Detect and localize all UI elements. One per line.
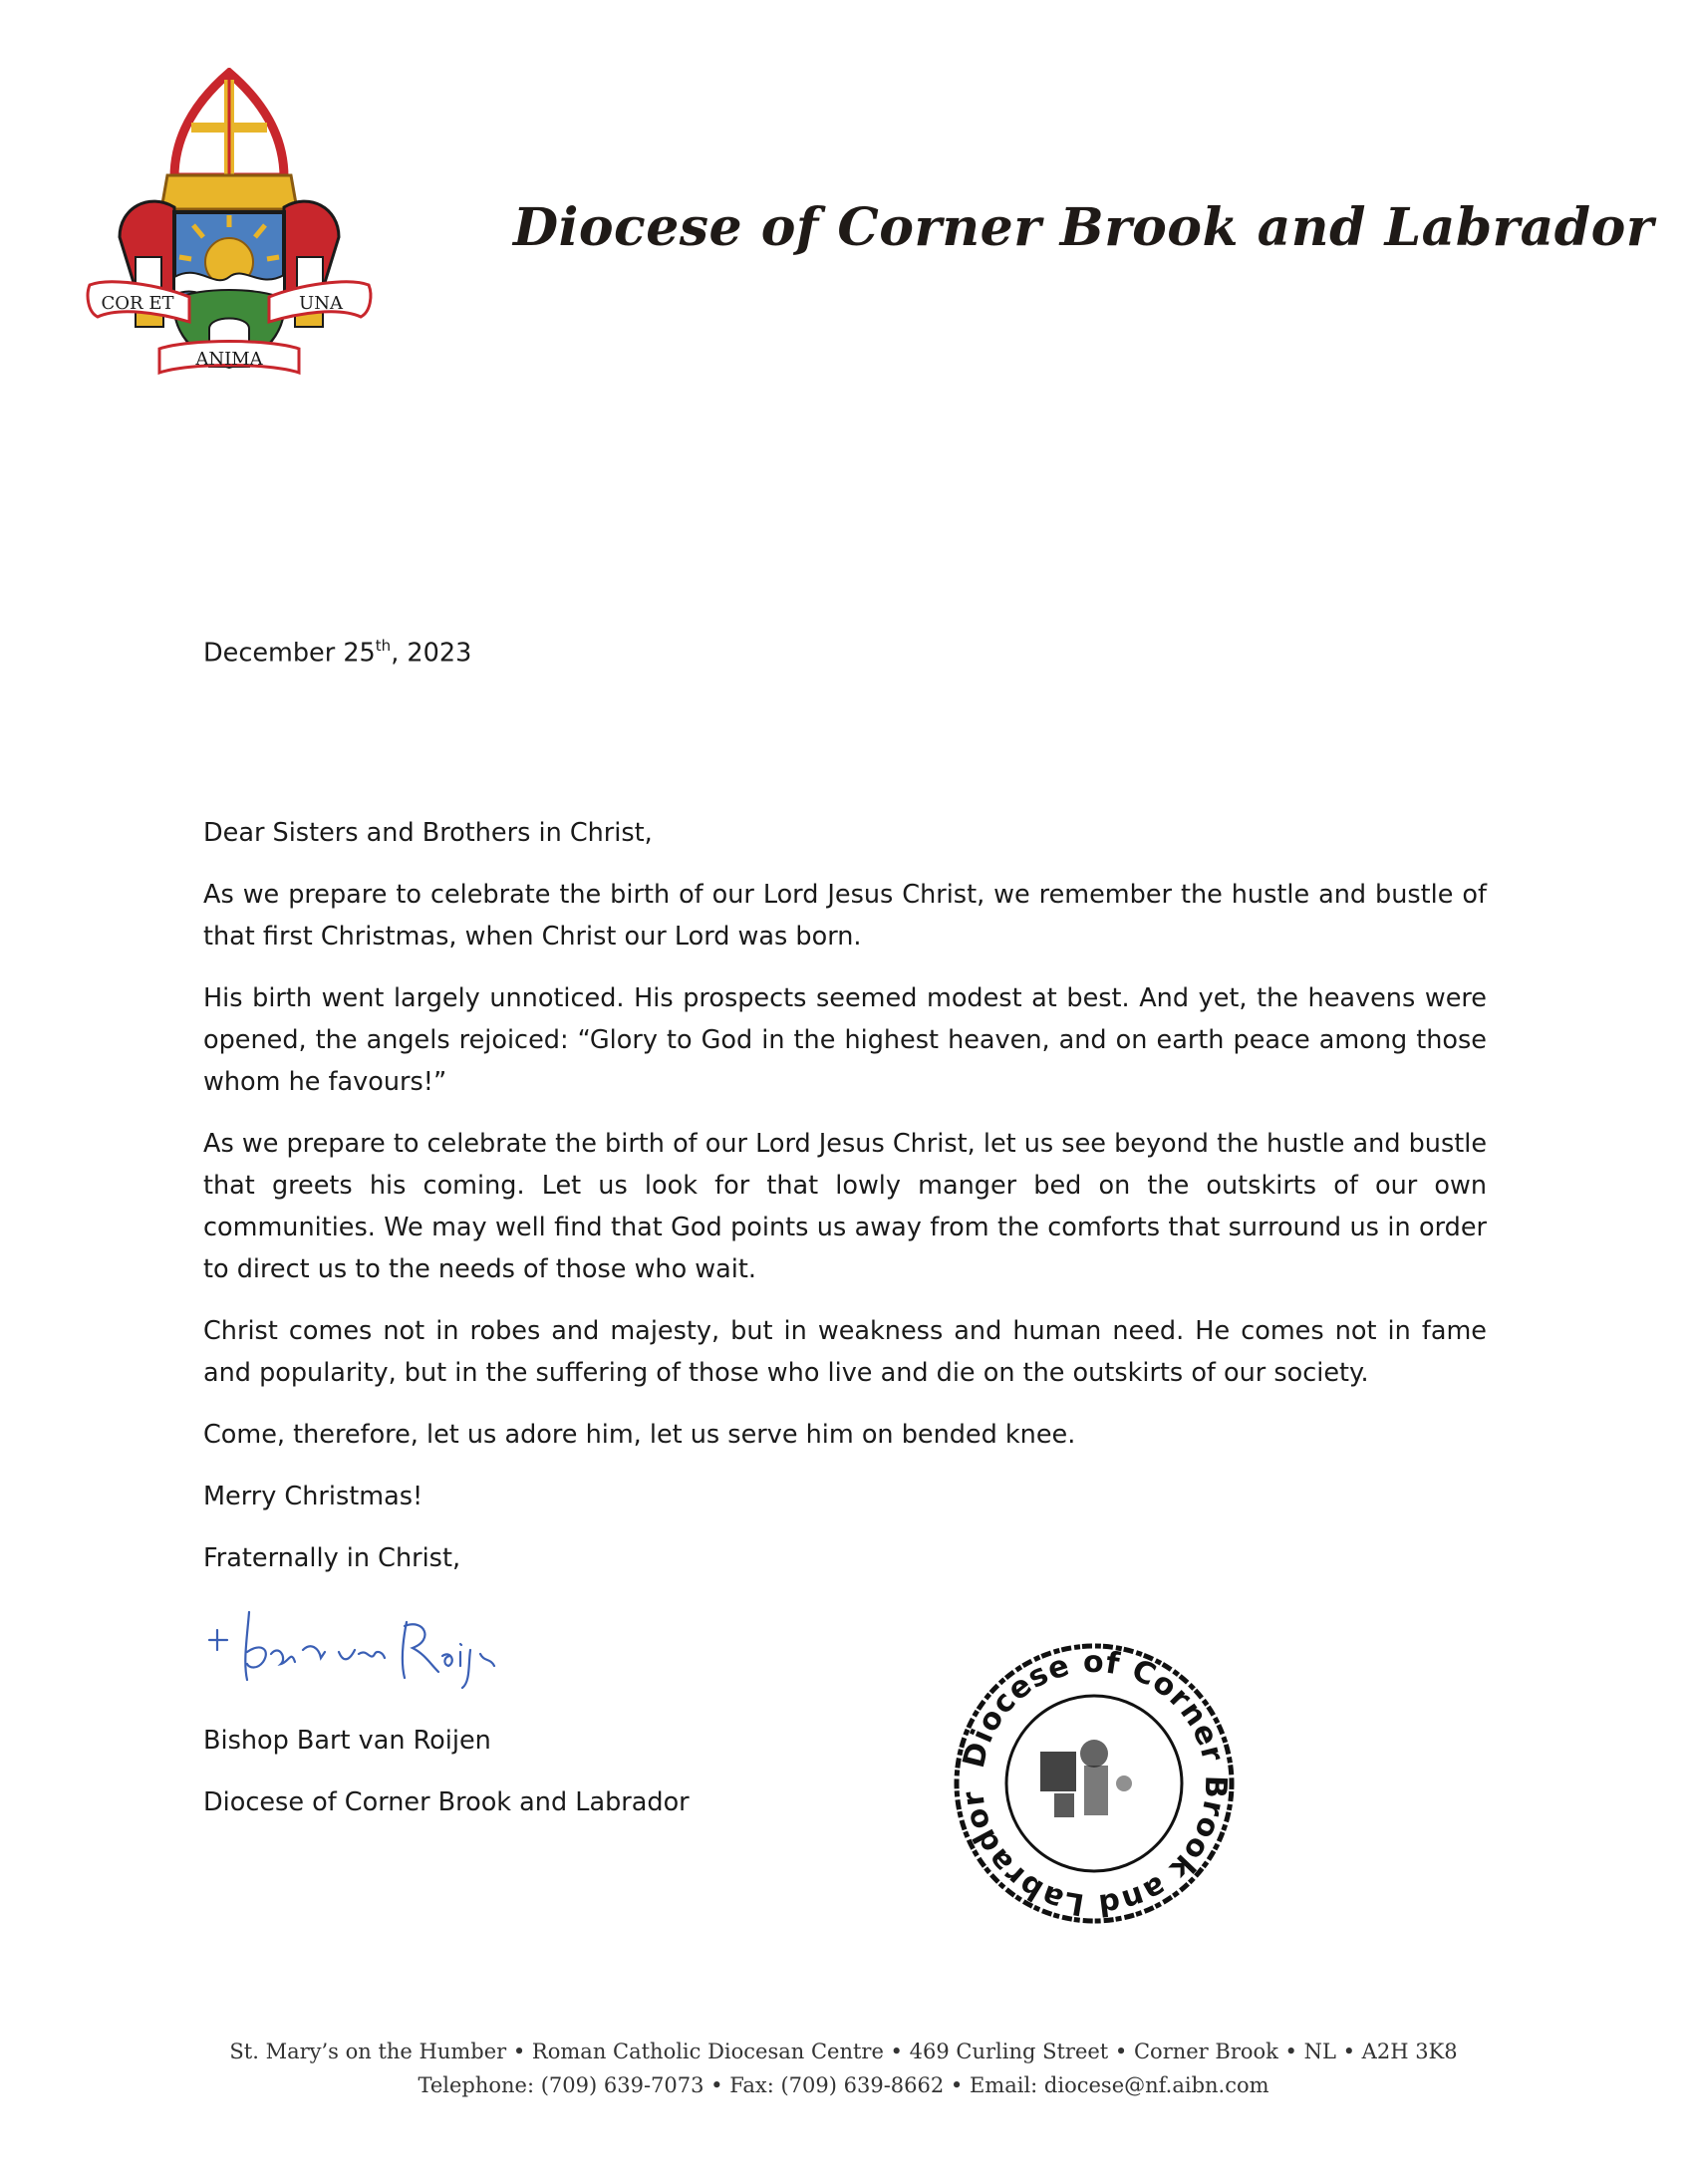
paragraph-4: Christ comes not in robes and majesty, but in weakness and human need. He comes not in fame and popularity, but in the suffering of those who live and die on the outskirts of our society. [203,1316,1487,1388]
paragraph-3: As we prepare to celebrate the birth of our Lord Jesus Christ, let us see beyond the hustle and bustle that greets his coming. Let us look for that lowly manger bed on the outskirts of our own communities. We may well find that God points us away from the comforts that surround us in order to direct us to the needs of those who wait. [203,1129,1488,1284]
signatory-name: Bishop Bart van Roijen [203,1726,491,1756]
date-month-day: December 25 [203,638,376,669]
footer-address: St. Mary’s on the Humber • Roman Catholic Diocesan Centre • 469 Curling Street • Corner Brook • NL • A2H 3K8 [229,2040,1458,2063]
valediction: Fraternally in Christ, [203,1543,461,1573]
motto-right-text: UNA [299,293,343,314]
paragraph-1: As we prepare to celebrate the birth of our Lord Jesus Christ, we remember the hustle and bustle of that first Christmas, when Christ our Lord was born. [203,880,1487,952]
paragraph-2: His birth went largely unnoticed. His prospects seemed modest at best. And yet, the heavens were opened, the angels rejoiced: “Glory to God in the highest heaven, and on earth peace among those whom he favours!” [203,983,1487,1097]
signatory-organization: Diocese of Corner Brook and Labrador [203,1787,690,1817]
date-ordinal: th [375,637,392,655]
motto-bottom-text: ANIMA [195,349,263,370]
date-year: , 2023 [391,638,472,669]
letter-date [203,626,471,675]
motto-left-text: COR ET [101,293,174,314]
paragraph-5: Come, therefore, let us adore him, let us serve him on bended knee. [203,1420,1076,1450]
salutation: Dear Sisters and Brothers in Christ, [203,818,653,848]
diocese-crest-logo [80,68,379,407]
letterhead-footer [0,2035,1687,2102]
diocese-seal-stamp [945,1634,1244,1933]
svg-text:Diocese of Corner Brook and La: Diocese of Corner Brook and Labrador [956,1644,1234,1923]
footer-contact: Telephone: (709) 639-7073 • Fax: (709) 639-8662 • Email: diocese@nf.aibn.com [418,2073,1269,2097]
handwritten-signature [199,1592,498,1692]
letter-body [203,812,1487,1599]
letterhead-title: Diocese of Corner Brook and Labrador [513,197,1654,258]
closing-greeting: Merry Christmas! [203,1482,423,1511]
